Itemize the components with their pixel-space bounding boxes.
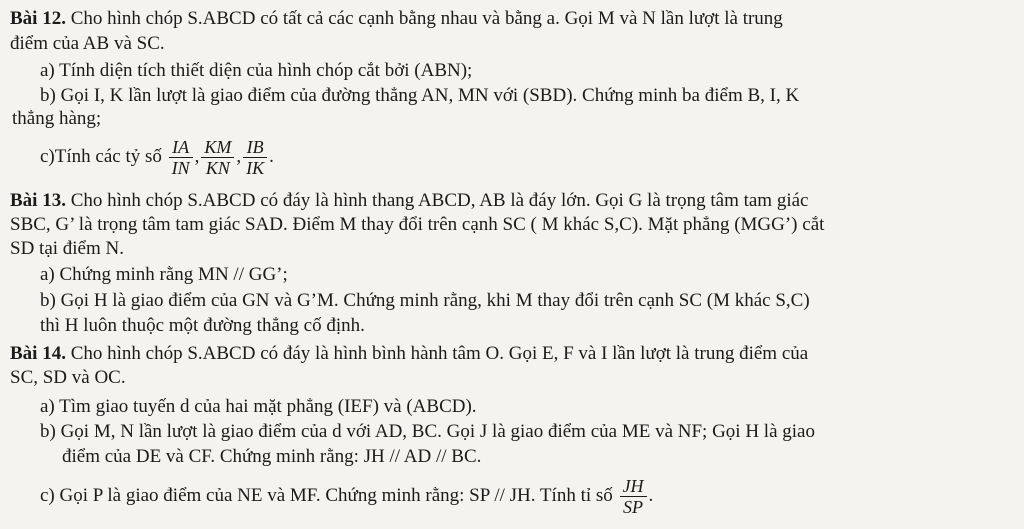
bai13-intro: Cho hình chóp S.ABCD có đáy là hình thang ABCD, AB là đáy lớn. Gọi G là trọng tâm tam giác <box>65 190 809 211</box>
bai13-line1 <box>10 190 808 212</box>
bai14-part-b-line1: b) Gọi M, N lần lượt là giao điểm của d với AD, BC. Gọi J là giao điểm của ME và NF; Gọi H là giao <box>40 421 815 442</box>
separator: , <box>194 146 200 167</box>
fraction-denominator: IN <box>169 157 193 178</box>
fraction-denominator: KN <box>201 157 234 178</box>
bai12-part-b-line1: b) Gọi I, K lần lượt là giao điểm của đường thẳng AN, MN với (SBD). Chứng minh ba điểm B, I, K <box>40 85 800 106</box>
bai12-line1 <box>10 8 783 30</box>
fraction-km-kn <box>201 137 234 178</box>
bai14-part-b-line2: điểm của DE và CF. Chứng minh rằng: JH // AD // BC. <box>62 446 482 467</box>
fraction-denominator: IK <box>243 157 267 178</box>
bai14-line1 <box>10 343 808 365</box>
bai13-line3: SD tại điểm N. <box>10 238 124 259</box>
bai12-intro: Cho hình chóp S.ABCD có tất cả các cạnh bằng nhau và bằng a. Gọi M và N lần lượt là trung <box>65 8 783 29</box>
bai14-part-c <box>40 471 653 521</box>
bai12-part-b-line2: thẳng hàng; <box>12 108 102 129</box>
bai13-line2: SBC, G’ là trọng tâm tam giác SAD. Điểm M thay đổi trên cạnh SC ( M khác S,C). Mặt phẳng (MGG’) cắt <box>10 214 825 235</box>
bai14-line2: SC, SD và OC. <box>10 367 126 388</box>
fraction-denominator: SP <box>620 496 647 517</box>
bai13-part-a: a) Chứng minh rằng MN // GG’; <box>40 264 288 285</box>
fraction-numerator: KM <box>204 137 232 158</box>
bai13-title: Bài 13. <box>10 190 66 211</box>
bai13-part-b-line2: thì H luôn thuộc một đường thẳng cố định. <box>40 315 365 336</box>
separator: , <box>236 146 242 167</box>
fraction-numerator: JH <box>622 476 644 497</box>
bai12-part-a: a) Tính diện tích thiết diện của hình chóp cắt bởi (ABN); <box>40 60 473 81</box>
bai12-line2: điểm của AB và SC. <box>10 33 165 54</box>
bai14-title: Bài 14. <box>10 343 66 364</box>
fraction-numerator: IA <box>172 137 190 158</box>
bai13-part-b-line1: b) Gọi H là giao điểm của GN và G’M. Chứng minh rằng, khi M thay đổi trên cạnh SC (M khác S,C) <box>40 290 810 311</box>
period: . <box>648 485 654 506</box>
bai12-part-c <box>40 134 274 180</box>
bai14-part-a: a) Tìm giao tuyến d của hai mặt phẳng (IEF) và (ABCD). <box>40 396 477 417</box>
fraction-ib-ik <box>243 137 267 178</box>
bai14-intro: Cho hình chóp S.ABCD có đáy là hình bình hành tâm O. Gọi E, F và I lần lượt là trung điểm của <box>65 343 809 364</box>
fraction-jh-sp <box>620 476 647 517</box>
bai14-part-c-prefix: c) Gọi P là giao điểm của NE và MF. Chứng minh rằng: SP // JH. Tính tỉ số <box>40 485 618 506</box>
fraction-numerator: IB <box>246 137 264 158</box>
bai12-part-c-prefix: c)Tính các tỷ số <box>40 146 167 167</box>
fraction-ia-in <box>169 137 193 178</box>
bai12-title: Bài 12. <box>10 8 66 29</box>
period: . <box>269 146 274 167</box>
